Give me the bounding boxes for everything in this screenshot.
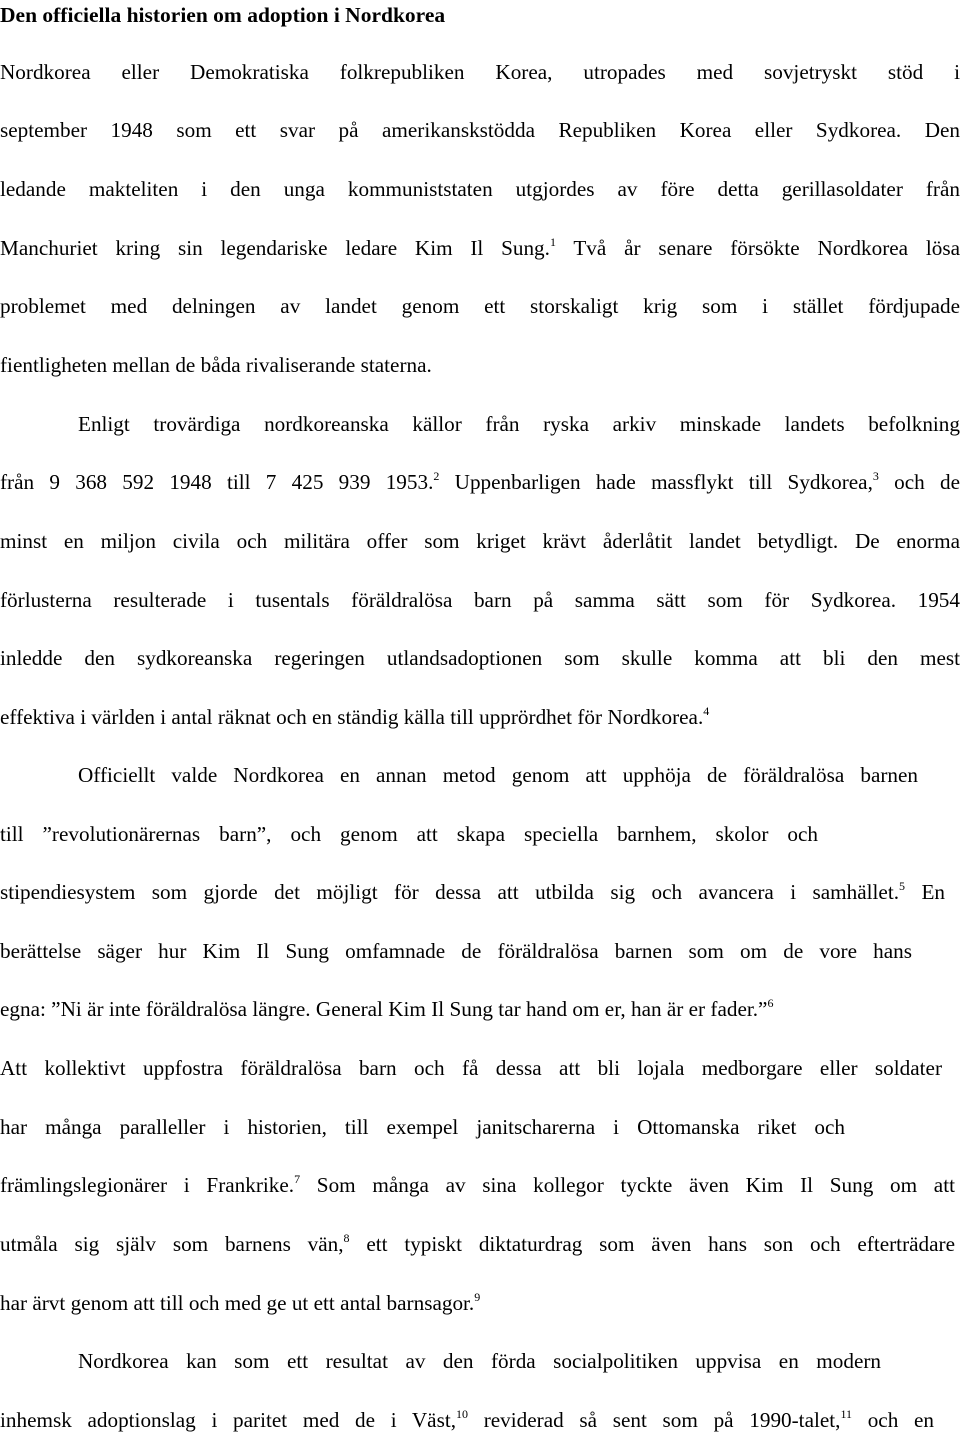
footnote-ref: 9	[474, 1290, 481, 1304]
footnote-ref: 3	[872, 469, 879, 483]
text-segment: reviderad så sent som på 1990-talet,	[468, 1408, 841, 1432]
text-line: Nordkorea eller Demokratiska folkrepubliken Korea, utropades med sovjetryskt stöd i	[0, 60, 960, 84]
text-line	[0, 994, 773, 1024]
footnote-ref: 1	[549, 235, 556, 249]
text-segment: har ärvt genom att till och med ge ut ett antal barnsagor.	[0, 1291, 475, 1315]
text-segment: Som många av sina kollegor tyckte även Kim Il Sung om att	[300, 1173, 955, 1197]
text-segment: främlingslegionärer i Frankrike.	[0, 1173, 295, 1197]
text-segment: Två år senare försökte Nordkorea lösa	[555, 236, 960, 260]
footnote-ref: 5	[899, 879, 906, 893]
text-line: Nordkorea kan som ett resultat av den förda socialpolitiken uppvisa en modern	[78, 1349, 881, 1373]
text-line	[0, 233, 960, 263]
text-segment: egna: ”Ni är inte föräldralösa längre. General Kim Il Sung tar hand om er, han är er fader.”	[0, 997, 768, 1021]
text-segment: och de	[878, 470, 960, 494]
text-line: Att kollektivt uppfostra föräldralösa barn och få dessa att bli lojala medborgare eller soldater	[0, 1056, 942, 1080]
text-line: Officiellt valde Nordkorea en annan metod genom att upphöja de föräldralösa barnen	[78, 763, 918, 787]
text-segment: effektiva i världen i antal räknat och en ständig källa till upprördhet för Nordkorea.	[0, 705, 704, 729]
footnote-ref: 8	[343, 1231, 350, 1245]
text-segment: Manchuriet kring sin legendariske ledare Kim Il Sung.	[0, 236, 550, 260]
text-segment: stipendiesystem som gjorde det möjligt för dessa att utbilda sig och avancera i samhället.	[0, 880, 900, 904]
text-line	[0, 1405, 934, 1435]
text-segment: inhemsk adoptionslag i paritet med de i Väst,	[0, 1408, 457, 1432]
text-line: fientligheten mellan de båda rivaliserande staterna.	[0, 353, 432, 377]
text-segment: utmåla sig själv som barnens vän,	[0, 1232, 344, 1256]
text-line: berättelse säger hur Kim Il Sung omfamnade de föräldralösa barnen som om de vore hans	[0, 939, 912, 963]
text-line: inledde den sydkoreanska regeringen utlandsadoptionen som skulle komma att bli den mest	[0, 646, 960, 670]
text-line	[0, 467, 960, 497]
text-line	[0, 1229, 955, 1259]
text-segment: ett typiskt diktaturdrag som även hans son och efterträdare	[349, 1232, 955, 1256]
text-line: Enligt trovärdiga nordkoreanska källor från ryska arkiv minskade landets befolkning	[78, 412, 960, 436]
document-title: Den officiella historien om adoption i Nordkorea	[0, 3, 446, 27]
text-line: minst en miljon civila och militära offer som kriget krävt åderlåtit landet betydligt. De enorma	[0, 529, 960, 553]
footnote-ref: 4	[703, 704, 710, 718]
text-line: ledande makteliten i den unga kommuniststaten utgjordes av före detta gerillasoldater från	[0, 177, 960, 201]
text-line: har många paralleller i historien, till exempel janitscharerna i Ottomanska riket och	[0, 1115, 845, 1139]
text-line	[0, 877, 945, 907]
text-line	[0, 1170, 955, 1200]
text-line: förlusterna resulterade i tusentals föräldralösa barn på samma sätt som för Sydkorea. 1954	[0, 588, 960, 612]
text-line	[0, 1288, 480, 1318]
footnote-ref: 2	[433, 469, 440, 483]
text-line: september 1948 som ett svar på amerikanskstödda Republiken Korea eller Sydkorea. Den	[0, 118, 960, 142]
text-line	[0, 702, 709, 732]
text-segment: Uppenbarligen hade massflykt till Sydkorea,	[439, 470, 873, 494]
footnote-ref: 11	[840, 1407, 853, 1421]
footnote-ref: 6	[767, 996, 774, 1010]
footnote-ref: 10	[456, 1407, 469, 1421]
text-line: problemet med delningen av landet genom ett storskaligt krig som i stället fördjupade	[0, 294, 960, 318]
text-segment: och en	[852, 1408, 934, 1432]
text-segment: En	[905, 880, 945, 904]
text-segment: från 9 368 592 1948 till 7 425 939 1953.	[0, 470, 434, 494]
footnote-ref: 7	[294, 1172, 301, 1186]
text-line: till ”revolutionärernas barn”, och genom att skapa speciella barnhem, skolor och	[0, 822, 818, 846]
